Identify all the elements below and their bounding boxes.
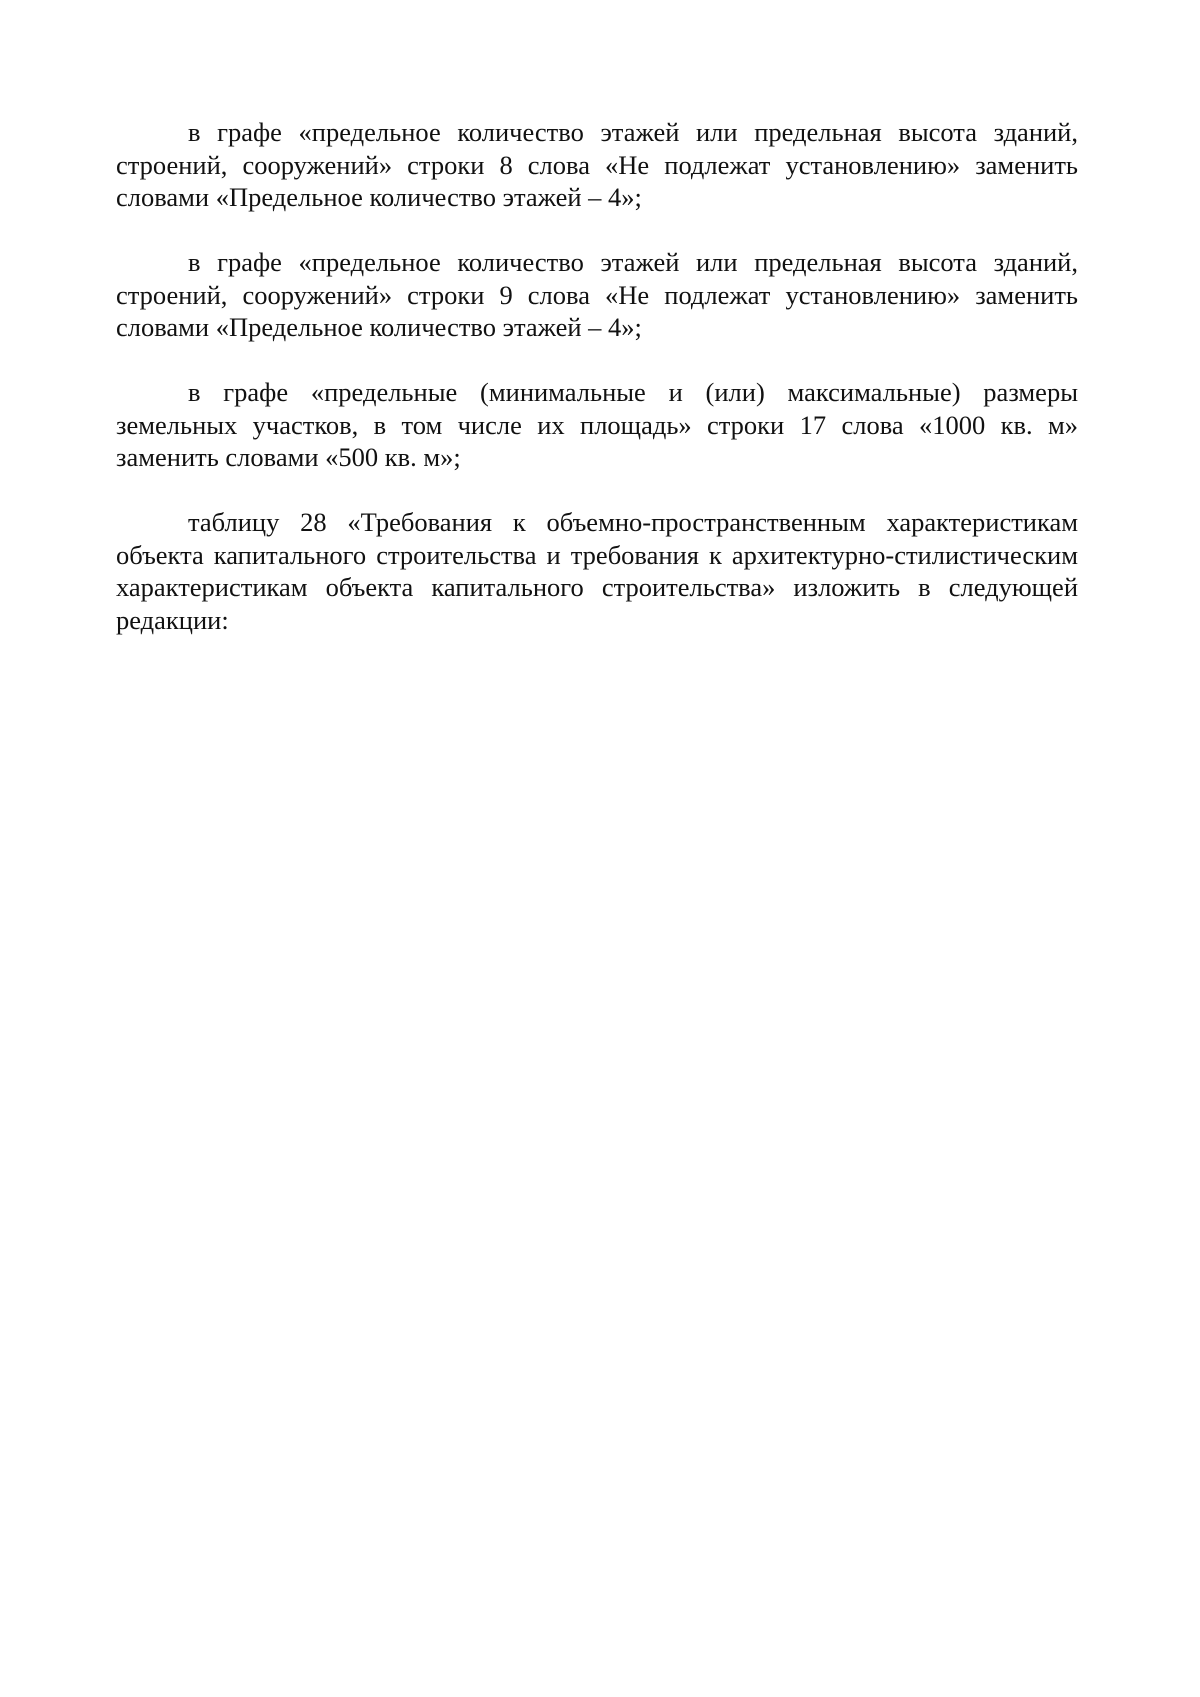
- paragraph-row-8-amendment: в графе «предельное количество этажей или предельная высота зданий, строений, сооружений» строки 8 слова «Не подлежат установлению» заменить словами «Предельное количество этажей – 4»;: [116, 117, 1078, 212]
- document-body: [116, 116, 1078, 669]
- paragraph-row-17-amendment: в графе «предельные (минимальные и (или) максимальные) размеры земельных участков, в том числе их площадь» строки 17 слова «1000 кв. м» заменить словами «500 кв. м»;: [116, 377, 1078, 472]
- paragraph-table-28-amendment: таблицу 28 «Требования к объемно-пространственным характеристикам объекта капитального строительства и требования к архитектурно-стилистическим характеристикам объекта капитального строительства» изложить в следующей редакции:: [116, 507, 1078, 635]
- paragraph-row-9-amendment: в графе «предельное количество этажей или предельная высота зданий, строений, сооружений» строки 9 слова «Не подлежат установлению» заменить словами «Предельное количество этажей – 4»;: [116, 247, 1078, 342]
